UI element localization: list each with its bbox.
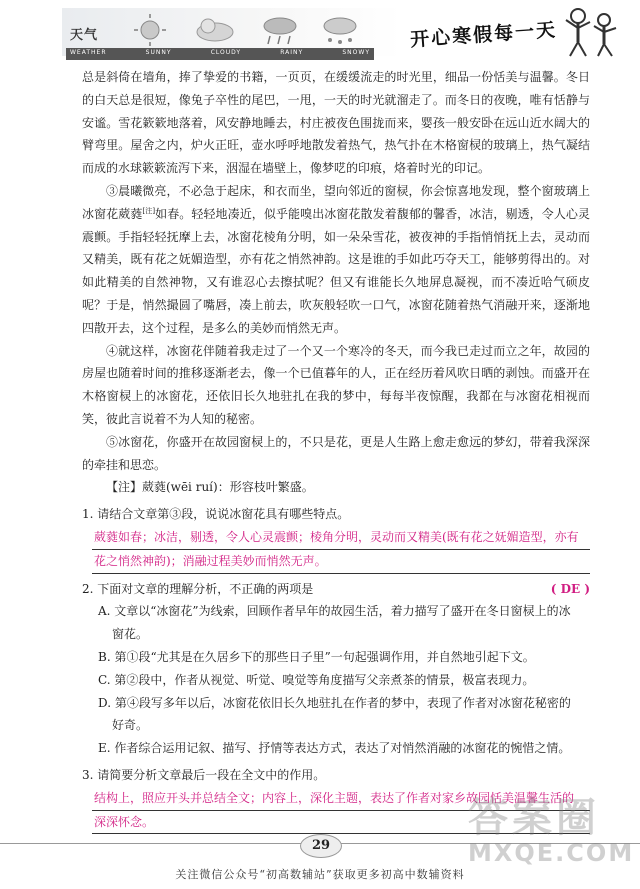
answer-1-line-2: 花之悄然神韵)；消融过程美妙而悄然无声。 — [92, 550, 590, 574]
cloud-icon — [197, 19, 233, 41]
paragraph-3-text-b: 如春。轻轻地凑近，似乎能嗅出冰窗花散发着馥郁的馨香，冰洁，剔透，令人心灵震颤。手指轻轻抚摩上去，冰窗花棱角分明，如一朵朵雪花，被夜神的手指悄悄抚上去，灵动而又精美，既有花之妩媚造型，亦有花之悄然神韵。这是谁的手如此巧夺天工，能够剪得出的。对如此精美的自然神物，又有谁忍心去擦拭呢？但又有谁能长久地屏息凝视，而不凑近哈气硕皮呢？于是，悄然撮圆了嘴唇，凑上前去，吹灰般轻吹一口气，冰窗花随着热气消融开来，逐渐地四散开去，这个过程，是多么的美妙而悄然无声。 — [82, 206, 590, 335]
question-3: 3. 请简要分析文章最后一段在全文中的作用。 — [82, 767, 326, 782]
option-d-cont: 好奇。 — [112, 718, 149, 733]
footer-text: 关注微信公众号“初高数辅站”获取更多初高中数辅资料 — [175, 868, 465, 881]
page-header — [0, 0, 640, 62]
weather-label: RAINY — [280, 49, 304, 56]
page-number: 29 — [300, 834, 342, 858]
paragraph-2-continued: 总是斜倚在墙角，捧了挚爱的书籍，一页页，在缓缓流走的时光里，细品一份恬美与温馨。冬日的白天总是很短，像兔子卒性的尾巴，一甩，一天的时光就溜走了。而冬日的夜晚，唯有恬静与安谧。雪花簌簌地落着，风安静地睡去，村庄被夜色围拢而来，婴孩一般安卧在远山近水阔大的臂弯里。屋舍之内，炉火正旺，壶水呼呼地散发着热气，热气扑在木格窗棂的玻璃上，热气凝结而成的水球簌簌流泻下来，洇湿在墙壁上，像梦呓的印痕，烙着时光的印记。 — [82, 70, 590, 176]
snow-icon — [324, 18, 356, 44]
weather-label: CLOUDY — [210, 49, 242, 56]
option-a-cont: 窗花。 — [112, 627, 149, 642]
option-d: D. 第④段写多年以后，冰窗花依旧长久地驻扎在作者的梦中，表现了作者对冰窗花秘密的 — [98, 695, 571, 710]
weather-labels — [66, 48, 374, 60]
sun-icon — [134, 14, 166, 46]
weather-title: 天气 — [70, 28, 99, 43]
rain-icon — [264, 18, 296, 44]
footnote: 【注】葳蕤(wēi ruí)：形容枝叶繁盛。 — [106, 480, 314, 495]
document-body — [82, 66, 590, 834]
option-e: E. 作者综合运用记叙、描写、抒情等表达方式，表达了对悄然消融的冰窗花的惋惜之情。 — [98, 741, 571, 756]
brand-title: 开心寒假每一天 — [409, 18, 558, 52]
watermark-top: 答案圈 — [468, 795, 600, 841]
answer-3-line-2: 深深怀念。 — [92, 811, 590, 835]
weather-label: WEATHER — [70, 49, 107, 56]
answer-3-line-1: 结构上，照应开头并总结全文；内容上，深化主题，表达了作者对家乡故园恬美温馨生活的 — [92, 787, 590, 811]
weather-icons — [120, 12, 370, 48]
weather-label: SUNNY — [145, 49, 172, 56]
question-2-text: 2. 下面对文章的理解分析，不正确的两项是 — [82, 581, 314, 596]
paragraph-5: ⑤冰窗花，你盛开在故园窗棂上的，不只是花，更是人生路上愈走愈远的梦幻，带着我深深的牵挂和思恋。 — [82, 434, 590, 472]
question-2-answer: ( DE ) — [550, 581, 590, 596]
weather-label: SNOWY — [342, 49, 370, 56]
option-a: A. 文章以“冰窗花”为线索，回顾作者早年的故园生活，着力描写了盛开在冬日窗棂上的冰 — [98, 604, 571, 619]
question-2 — [82, 578, 590, 601]
answer-1-line-1: 葳蕤如春；冰洁，剔透，令人心灵震颤；棱角分明，灵动而又精美(既有花之妩媚造型，亦有 — [92, 526, 590, 550]
option-c: C. 第②段中，作者从视觉、听觉、嗅觉等角度描写父亲煮茶的情景，极富表现力。 — [98, 672, 535, 687]
paragraph-4: ④就这样，冰窗花伴随着我走过了一个又一个寒冷的冬天，而今我已走过而立之年，故园的房屋也随着时间的推移逐渐老去，像一个已值暮年的人，正在经历着风吹日晒的剥蚀。而盛开在木格窗棂上的冰窗花，还依旧长久地驻扎在我的梦中，每每半夜惊醒，我都在与冰窗花相视而笑，彼此言说着不为人知的秘密。 — [82, 343, 590, 426]
answer-1 — [92, 526, 590, 574]
question-1: 1. 请结合文章第③段，说说冰窗花具有哪些特点。 — [82, 507, 350, 522]
paragraph-3 — [82, 180, 590, 340]
kids-icon — [560, 6, 620, 58]
watermark-bottom: MXQE.COM — [468, 839, 635, 867]
paragraph-3-text-a: ③晨曦微亮，不必急于起床，和衣而坐，望向邻近的窗棂，你会惊喜地发现，整个窗玻璃上冰窗花葳蕤 — [82, 183, 590, 221]
footnote-marker: [注] — [142, 206, 156, 215]
option-b: B. 第①段“尤其是在久居乡下的那些日子里”一句起强调作用，并自然地引起下文。 — [98, 649, 535, 664]
